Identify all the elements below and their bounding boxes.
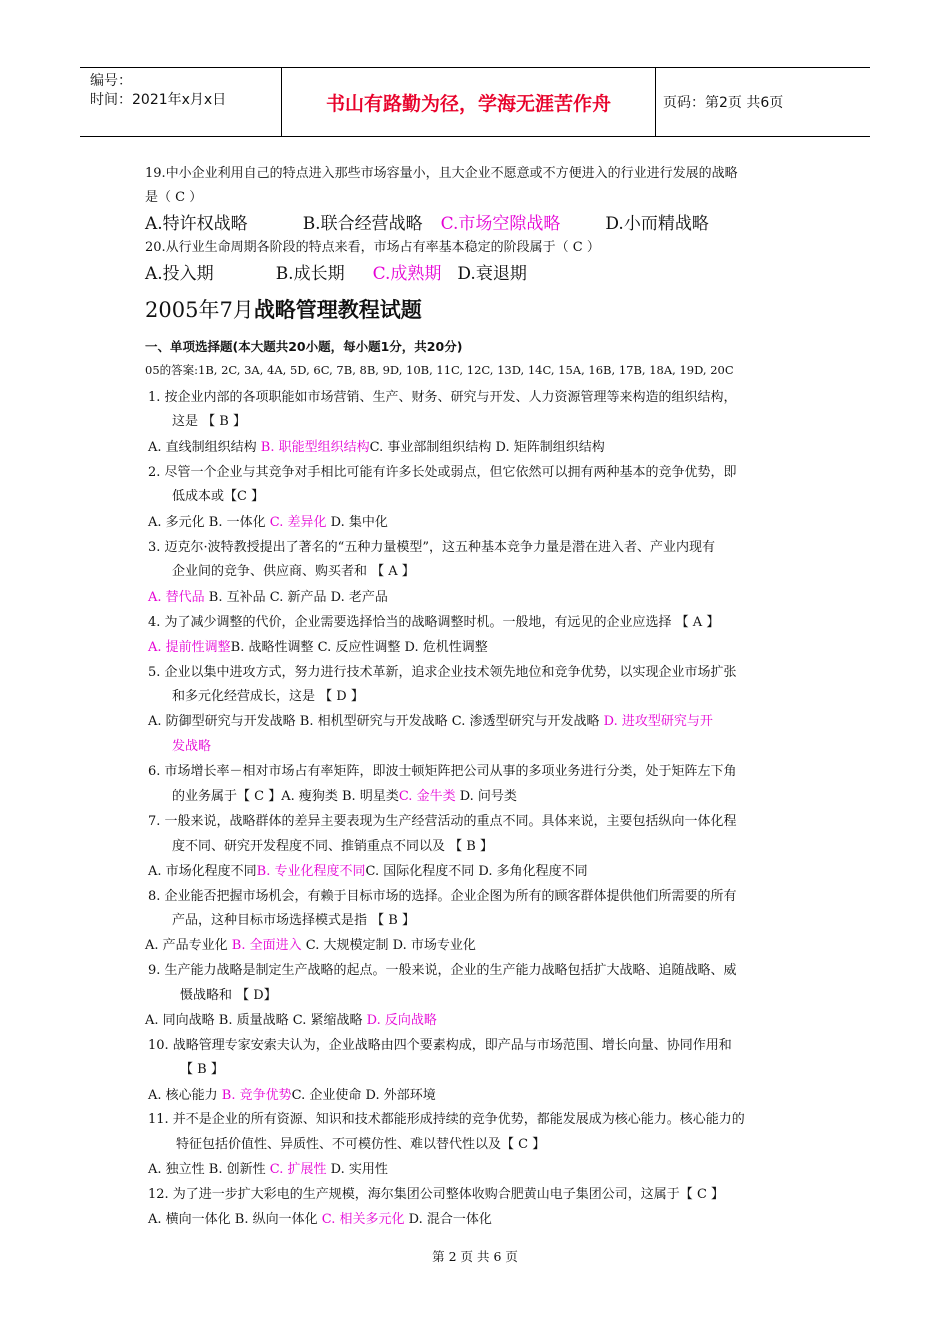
q10-options xyxy=(148,1084,436,1103)
q8-opt-cd: C. 大规模定制 D. 市场专业化 xyxy=(301,938,476,953)
q2-stem-cont: 低成本或【C 】 xyxy=(172,489,265,504)
header-meta xyxy=(80,68,282,136)
q5-opt-abc: A. 防御型研究与开发战略 B. 相机型研究与开发战略 C. 渗透型研究与开发战略 xyxy=(148,714,604,729)
q4-stem: 4. 为了减少调整的代价，企业需要选择恰当的战略调整时机。一般地，有远见的企业应选择 【 A 】 xyxy=(148,615,720,630)
header-motto: 书山有路勤为径，学海无涯苦作舟 xyxy=(282,68,656,136)
q20-opt-a: A.投入期 xyxy=(145,264,214,284)
q1-opt-a: A. 直线制组织结构 xyxy=(148,440,261,455)
q11-stem: 11. 并不是企业的所有资源、知识和技术都能形成持续的竞争优势，都能发展成为核心能力。核心能力的 xyxy=(148,1112,745,1127)
q5-opt-d: D. 进攻型研究与开 xyxy=(603,714,713,729)
q3-stem-cont: 企业间的竞争、供应商、购买者和 【 A 】 xyxy=(172,564,415,579)
page-header xyxy=(80,67,870,137)
q3-options xyxy=(148,586,388,605)
q10-stem-cont: 【 B 】 xyxy=(180,1062,224,1077)
q8-options xyxy=(145,934,476,953)
q20-opt-b: B.成长期 xyxy=(275,264,345,284)
q12-options xyxy=(148,1208,492,1227)
q6-opt-c: C. 金牛类 xyxy=(398,789,456,804)
q5-stem-cont: 和多元化经营成长，这是 【 D 】 xyxy=(172,689,364,704)
q19-options xyxy=(145,209,709,234)
q7-stem-cont: 度不同、研究开发程度不同、推销重点不同以及 【 B 】 xyxy=(172,839,493,854)
q19-opt-b: B.联合经营战略 xyxy=(302,214,423,234)
q19-stem-cont: 是（ C ） xyxy=(145,190,203,205)
q19-opt-d: D.小而精战略 xyxy=(605,214,709,234)
q5-opt-d-cont: 发战略 xyxy=(172,739,212,754)
exam-title-name: 战略管理教程试题 xyxy=(253,298,422,322)
q5-options xyxy=(148,710,713,729)
q7-options xyxy=(148,860,588,879)
exam-title-date: 2005年7月 xyxy=(145,298,254,322)
q4-opt-a: A. 提前性调整 xyxy=(148,640,231,655)
q8-stem: 8. 企业能否把握市场机会，有赖于目标市场的选择。企业企图为所有的顾客群体提供他们所需要的所有 xyxy=(148,889,737,904)
q11-opt-c: C. 扩展性 xyxy=(269,1162,327,1177)
q12-opt-ab: A. 横向一体化 B. 纵向一体化 xyxy=(148,1212,322,1227)
q12-stem: 12. 为了进一步扩大彩电的生产规模，海尔集团公司整体收购合肥黄山电子集团公司，这属于【 C 】 xyxy=(148,1187,725,1202)
q1-stem: 1. 按企业内部的各项职能如市场营销、生产、财务、研究与开发、人力资源管理等来构造的组织结构， xyxy=(148,390,737,405)
q6-opt-d: D. 问号类 xyxy=(455,789,517,804)
q10-stem: 10. 战略管理专家安索夫认为，企业战略由四个要素构成，即产品与市场范围、增长向量、协同作用和 xyxy=(148,1038,732,1053)
q5-stem: 5. 企业以集中进攻方式，努力进行技术革新，追求企业技术领先地位和竞争优势，以实现企业市场扩张 xyxy=(148,665,737,680)
q9-stem: 9. 生产能力战略是制定生产战略的起点。一般来说，企业的生产能力战略包括扩大战略、追随战略、威 xyxy=(148,963,737,978)
number-label: 编号： xyxy=(90,73,132,89)
q3-opt-a: A. 替代品 xyxy=(148,590,205,605)
answer-key: 05的答案:1B, 2C, 3A, 4A, 5D, 6C, 7B, 8B, 9D, 10B, 11C, 12C, 13D, 14C, 15A, 16B, 17B, 18A, 19D, 20C xyxy=(145,363,734,377)
q6-stem-opt-ab: 的业务属于【 C 】A. 瘦狗类 B. 明星类 xyxy=(172,789,399,804)
exam-title xyxy=(145,294,422,324)
q20-stem: 20.从行业生命周期各阶段的特点来看，市场占有率基本稳定的阶段属于（ C ） xyxy=(145,240,600,255)
q19-stem: 19.中小企业利用自己的特点进入那些市场容量小，且大企业不愿意或不方便进入的行业进行发展的战略 xyxy=(145,166,738,181)
q20-opt-c: C.成熟期 xyxy=(372,264,442,284)
q2-stem: 2. 尽管一个企业与其竞争对手相比可能有许多长处或弱点，但它依然可以拥有两种基本的竞争优势，即 xyxy=(148,465,737,480)
q9-options xyxy=(145,1009,437,1028)
q4-options xyxy=(148,636,488,655)
q11-opt-ab: A. 独立性 B. 创新性 xyxy=(148,1162,270,1177)
q8-stem-cont: 产品，这种目标市场选择模式是指 【 B 】 xyxy=(172,913,415,928)
q7-opt-cd: C. 国际化程度不同 D. 多角化程度不同 xyxy=(365,864,588,879)
q10-opt-a: A. 核心能力 xyxy=(148,1088,222,1103)
q2-opt-d: D. 集中化 xyxy=(326,515,388,530)
q20-options xyxy=(145,259,527,284)
q2-options xyxy=(148,511,388,530)
q3-stem: 3. 迈克尔·波特教授提出了著名的“五种力量模型”，这五种基本竞争力量是潜在进入者、产业内现有 xyxy=(148,540,715,555)
q4-opt-bcd: B. 战略性调整 C. 反应性调整 D. 危机性调整 xyxy=(230,640,488,655)
q3-opt-bcd: B. 互补品 C. 新产品 D. 老产品 xyxy=(204,590,388,605)
q1-options xyxy=(148,436,605,455)
q1-stem-cont: 这是 【 B 】 xyxy=(172,414,246,429)
q20-opt-d: D.衰退期 xyxy=(457,264,527,284)
q9-stem-cont: 慑战略和 【 D】 xyxy=(180,988,277,1003)
q2-opt-ab: A. 多元化 B. 一体化 xyxy=(148,515,270,530)
q19-opt-a: A.特许权战略 xyxy=(145,214,248,234)
header-page-info: 页码：第2页 共6页 xyxy=(663,95,784,111)
q10-opt-cd: C. 企业使命 D. 外部环境 xyxy=(291,1088,436,1103)
q8-opt-b: B. 全面进入 xyxy=(231,938,302,953)
section-heading: 一、单项选择题(本大题共20小题，每小题1分，共20分) xyxy=(145,339,463,354)
q9-opt-d: D. 反向战略 xyxy=(366,1013,437,1028)
q7-opt-a: A. 市场化程度不同 xyxy=(148,864,257,879)
q7-opt-b: B. 专业化程度不同 xyxy=(256,864,366,879)
q6-options xyxy=(172,785,517,804)
q8-opt-a: A. 产品专业化 xyxy=(145,938,232,953)
q11-opt-d: D. 实用性 xyxy=(326,1162,388,1177)
q11-options xyxy=(148,1158,388,1177)
q12-opt-c: C. 相关多元化 xyxy=(321,1212,405,1227)
q9-opt-abc: A. 同向战略 B. 质量战略 C. 紧缩战略 xyxy=(145,1013,367,1028)
page-footer: 第 2 页 共 6 页 xyxy=(432,1249,518,1264)
q12-opt-d: D. 混合一体化 xyxy=(404,1212,492,1227)
q1-opt-cd: C. 事业部制组织结构 D. 矩阵制组织结构 xyxy=(369,440,605,455)
q19-opt-c: C.市场空隙战略 xyxy=(440,214,561,234)
q1-opt-b: B. 职能型组织结构 xyxy=(260,440,370,455)
q6-stem: 6. 市场增长率－相对市场占有率矩阵，即波士顿矩阵把公司从事的多项业务进行分类，处于矩阵左下角 xyxy=(148,764,737,779)
q10-opt-b: B. 竞争优势 xyxy=(221,1088,292,1103)
q2-opt-c: C. 差异化 xyxy=(269,515,327,530)
q7-stem: 7. 一般来说，战略群体的差异主要表现为生产经营活动的重点不同。具体来说，主要包括纵向一体化程 xyxy=(148,814,737,829)
date-label: 时间：2021年x月x日 xyxy=(90,92,227,108)
q11-stem-cont: 特征包括价值性、异质性、不可模仿性、难以替代性以及【 C 】 xyxy=(176,1137,546,1152)
